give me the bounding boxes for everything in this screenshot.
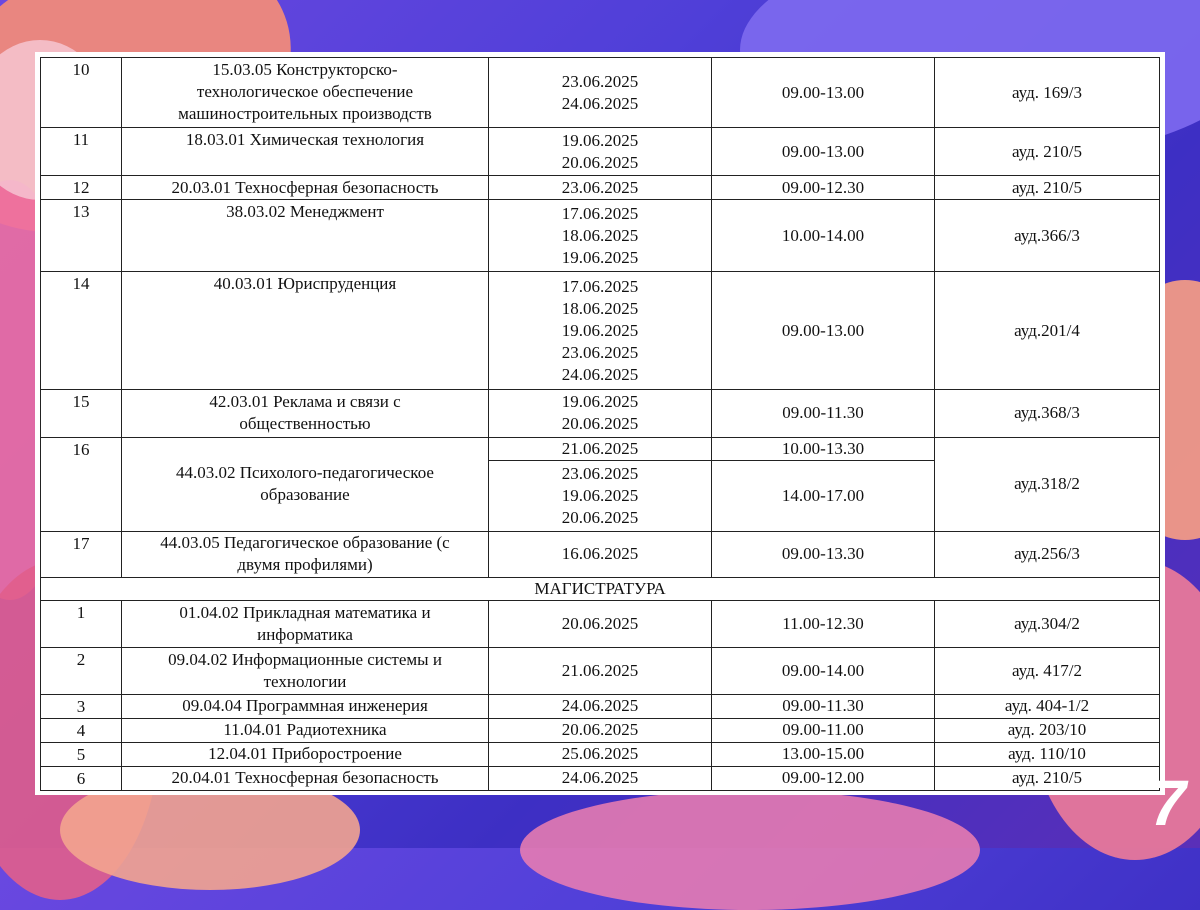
room-cell xyxy=(935,390,1160,437)
table-row xyxy=(41,766,1160,790)
time-cell xyxy=(712,437,935,460)
room-cell-text: ауд. 210/5 xyxy=(1012,177,1082,197)
direction-cell-text: 09.04.04 Программная инженерия xyxy=(182,696,428,716)
direction-cell-text: 40.03.01 Юриспруденция xyxy=(213,274,397,294)
dates-cell xyxy=(489,694,712,718)
row-number-text: 15 xyxy=(72,392,90,412)
table-row xyxy=(41,694,1160,718)
row-number-text: 10 xyxy=(72,60,90,79)
dates-cell xyxy=(489,766,712,790)
dates-cell-text: 23.06.2025 xyxy=(561,463,639,483)
dates-cell xyxy=(489,437,712,460)
direction-cell xyxy=(122,200,489,272)
dates-cell xyxy=(489,718,712,742)
row-number xyxy=(41,200,122,272)
direction-cell xyxy=(122,128,489,176)
table-row xyxy=(41,531,1160,577)
direction-cell xyxy=(122,600,489,647)
direction-cell-text: 42.03.01 Реклама и связи с xyxy=(209,392,401,412)
section-title-text: МАГИСТРАТУРА xyxy=(534,578,666,598)
direction-cell-text: 12.04.01 Приборостроение xyxy=(208,744,402,764)
room-cell-text: ауд. 110/10 xyxy=(1008,744,1086,764)
time-cell xyxy=(712,647,935,694)
room-cell-text: ауд. 169/3 xyxy=(1012,82,1082,102)
dates-cell-text: 19.06.2025 xyxy=(561,130,639,150)
dates-cell xyxy=(489,200,712,272)
dates-cell-text: 20.06.2025 xyxy=(561,414,639,434)
room-cell xyxy=(935,647,1160,694)
direction-cell-text: 44.03.02 Психолого-педагогическое xyxy=(176,463,434,483)
row-number xyxy=(41,437,122,531)
row-number-text: 2 xyxy=(76,649,86,669)
section-title xyxy=(41,577,1160,600)
row-number-text: 11 xyxy=(72,130,90,150)
time-cell-text: 10.00-13.30 xyxy=(781,438,865,458)
row-number-text: 14 xyxy=(72,274,90,294)
row-number xyxy=(41,58,122,128)
room-cell xyxy=(935,437,1160,531)
direction-cell-text: 11.04.01 Радиотехника xyxy=(223,720,387,740)
dates-cell-text: 20.06.2025 xyxy=(561,152,639,172)
direction-cell-text: 44.03.05 Педагогическое образование (с xyxy=(160,533,450,553)
table-row xyxy=(41,437,1160,460)
time-cell xyxy=(712,272,935,390)
direction-cell-text: 20.04.01 Техносферная безопасность xyxy=(171,768,439,788)
time-cell-text: 09.00-14.00 xyxy=(781,660,865,680)
time-cell-text: 13.00-15.00 xyxy=(781,744,865,764)
dates-cell xyxy=(489,272,712,390)
room-cell-text: ауд.318/2 xyxy=(1014,474,1080,494)
dates-cell xyxy=(489,647,712,694)
row-number xyxy=(41,600,122,647)
room-cell xyxy=(935,200,1160,272)
room-cell xyxy=(935,742,1160,766)
row-number-text: 12 xyxy=(72,178,90,198)
time-cell-text: 09.00-13.30 xyxy=(781,544,865,564)
row-number xyxy=(41,390,122,437)
row-number xyxy=(41,531,122,577)
direction-cell-text: 15.03.05 Конструкторско- xyxy=(212,60,398,79)
dates-cell-text: 23.06.2025 xyxy=(561,71,639,91)
row-number xyxy=(41,647,122,694)
time-cell xyxy=(712,176,935,200)
room-cell xyxy=(935,531,1160,577)
time-cell-text: 09.00-12.00 xyxy=(781,768,865,788)
row-number xyxy=(41,694,122,718)
time-cell-text: 09.00-11.00 xyxy=(782,720,864,740)
room-cell xyxy=(935,272,1160,390)
dates-cell-text: 23.06.2025 xyxy=(561,342,639,362)
direction-cell-text: технологическое обеспечение xyxy=(196,82,414,101)
dates-cell-text: 17.06.2025 xyxy=(561,276,639,296)
room-cell xyxy=(935,176,1160,200)
row-number-text: 13 xyxy=(72,202,90,222)
direction-cell-text: машиностроительных производств xyxy=(178,104,432,123)
time-cell xyxy=(712,58,935,128)
decor-blob xyxy=(520,790,980,910)
table-row xyxy=(41,272,1160,390)
direction-cell-text: 09.04.02 Информационные системы и xyxy=(168,649,442,669)
time-cell-text: 09.00-13.00 xyxy=(781,141,865,161)
row-number-text: 17 xyxy=(72,533,90,553)
table-row xyxy=(41,600,1160,647)
room-cell-text: ауд. 203/10 xyxy=(1007,720,1087,740)
dates-cell-text: 18.06.2025 xyxy=(561,225,639,245)
dates-cell-text: 24.06.2025 xyxy=(561,768,639,788)
direction-cell-text: технологии xyxy=(263,671,347,691)
room-cell-text: ауд.304/2 xyxy=(1014,613,1080,633)
page-number: 7 xyxy=(1150,767,1186,839)
row-number xyxy=(41,272,122,390)
document-sheet xyxy=(35,52,1165,795)
direction-cell xyxy=(122,531,489,577)
room-cell-text: ауд. 210/5 xyxy=(1012,141,1082,161)
dates-cell-text: 23.06.2025 xyxy=(561,177,639,197)
time-cell xyxy=(712,718,935,742)
dates-cell-text: 17.06.2025 xyxy=(561,203,639,223)
direction-cell xyxy=(122,176,489,200)
row-number-text: 1 xyxy=(76,602,86,622)
time-cell xyxy=(712,600,935,647)
direction-cell-text: 20.03.01 Техносферная безопасность xyxy=(171,178,439,198)
room-cell xyxy=(935,128,1160,176)
time-cell xyxy=(712,742,935,766)
direction-cell xyxy=(122,647,489,694)
row-number xyxy=(41,766,122,790)
room-cell-text: ауд.368/3 xyxy=(1014,403,1080,423)
room-cell-text: ауд. 417/2 xyxy=(1012,660,1082,680)
dates-cell xyxy=(489,390,712,437)
table-row xyxy=(41,742,1160,766)
dates-cell-text: 24.06.2025 xyxy=(561,364,639,384)
time-cell-text: 09.00-13.00 xyxy=(781,82,865,102)
time-cell xyxy=(712,390,935,437)
time-cell xyxy=(712,460,935,531)
table-row xyxy=(41,200,1160,272)
dates-cell-text: 20.06.2025 xyxy=(561,613,639,633)
room-cell-text: ауд. 210/5 xyxy=(1012,768,1082,788)
dates-cell-text: 20.06.2025 xyxy=(561,507,639,527)
dates-cell-text: 21.06.2025 xyxy=(561,438,639,458)
dates-cell-text: 24.06.2025 xyxy=(561,696,639,716)
table-row xyxy=(41,58,1160,128)
time-cell-text: 09.00-12.30 xyxy=(781,177,865,197)
dates-cell xyxy=(489,460,712,531)
direction-cell xyxy=(122,58,489,128)
dates-cell-text: 19.06.2025 xyxy=(561,392,639,412)
time-cell xyxy=(712,694,935,718)
direction-cell xyxy=(122,742,489,766)
dates-cell-text: 19.06.2025 xyxy=(561,485,639,505)
room-cell-text: ауд.256/3 xyxy=(1014,544,1080,564)
room-cell xyxy=(935,766,1160,790)
dates-cell-text: 21.06.2025 xyxy=(561,660,639,680)
table-row xyxy=(41,176,1160,200)
time-cell-text: 09.00-13.00 xyxy=(781,320,865,340)
table-row xyxy=(41,128,1160,176)
direction-cell-text: 38.03.02 Менеджмент xyxy=(226,202,384,222)
direction-cell-text: образование xyxy=(260,485,350,505)
dates-cell xyxy=(489,531,712,577)
row-number xyxy=(41,128,122,176)
dates-cell xyxy=(489,58,712,128)
dates-cell xyxy=(489,176,712,200)
direction-cell-text: двумя профилями) xyxy=(237,555,373,575)
room-cell-text: ауд. 404-1/2 xyxy=(1004,696,1090,716)
direction-cell-text: 01.04.02 Прикладная математика и xyxy=(179,602,431,622)
time-cell-text: 10.00-14.00 xyxy=(781,225,865,245)
time-cell-text: 09.00-11.30 xyxy=(782,696,864,716)
dates-cell-text: 18.06.2025 xyxy=(561,298,639,318)
dates-cell-text: 20.06.2025 xyxy=(561,720,639,740)
dates-cell xyxy=(489,128,712,176)
direction-cell-text: информатика xyxy=(257,624,353,644)
time-cell xyxy=(712,531,935,577)
section-row xyxy=(41,577,1160,600)
direction-cell xyxy=(122,718,489,742)
dates-cell-text: 19.06.2025 xyxy=(561,320,639,340)
row-number-text: 16 xyxy=(72,439,90,459)
time-cell xyxy=(712,766,935,790)
direction-cell-text: 18.03.01 Химическая технология xyxy=(185,130,425,150)
direction-cell-text: общественностью xyxy=(239,414,371,434)
table-row xyxy=(41,390,1160,437)
room-cell-text: ауд.366/3 xyxy=(1014,225,1080,245)
row-number-text: 5 xyxy=(76,744,86,764)
room-cell xyxy=(935,718,1160,742)
room-cell xyxy=(935,58,1160,128)
direction-cell xyxy=(122,694,489,718)
room-cell xyxy=(935,600,1160,647)
dates-cell-text: 16.06.2025 xyxy=(561,544,639,564)
row-number xyxy=(41,718,122,742)
dates-cell-text: 19.06.2025 xyxy=(561,247,639,267)
schedule-table xyxy=(40,57,1160,791)
time-cell xyxy=(712,200,935,272)
row-number xyxy=(41,176,122,200)
direction-cell xyxy=(122,272,489,390)
direction-cell xyxy=(122,390,489,437)
row-number-text: 6 xyxy=(76,768,86,788)
direction-cell xyxy=(122,437,489,531)
time-cell-text: 11.00-12.30 xyxy=(782,613,864,633)
time-cell-text: 09.00-11.30 xyxy=(782,403,864,423)
time-cell-text: 14.00-17.00 xyxy=(781,485,865,505)
room-cell-text: ауд.201/4 xyxy=(1014,320,1080,340)
dates-cell xyxy=(489,742,712,766)
dates-cell-text: 24.06.2025 xyxy=(561,93,639,113)
time-cell xyxy=(712,128,935,176)
dates-cell xyxy=(489,600,712,647)
row-number-text: 4 xyxy=(76,720,86,740)
row-number-text: 3 xyxy=(76,696,86,716)
row-number xyxy=(41,742,122,766)
direction-cell xyxy=(122,766,489,790)
table-row xyxy=(41,647,1160,694)
room-cell xyxy=(935,694,1160,718)
table-row xyxy=(41,718,1160,742)
dates-cell-text: 25.06.2025 xyxy=(561,744,639,764)
